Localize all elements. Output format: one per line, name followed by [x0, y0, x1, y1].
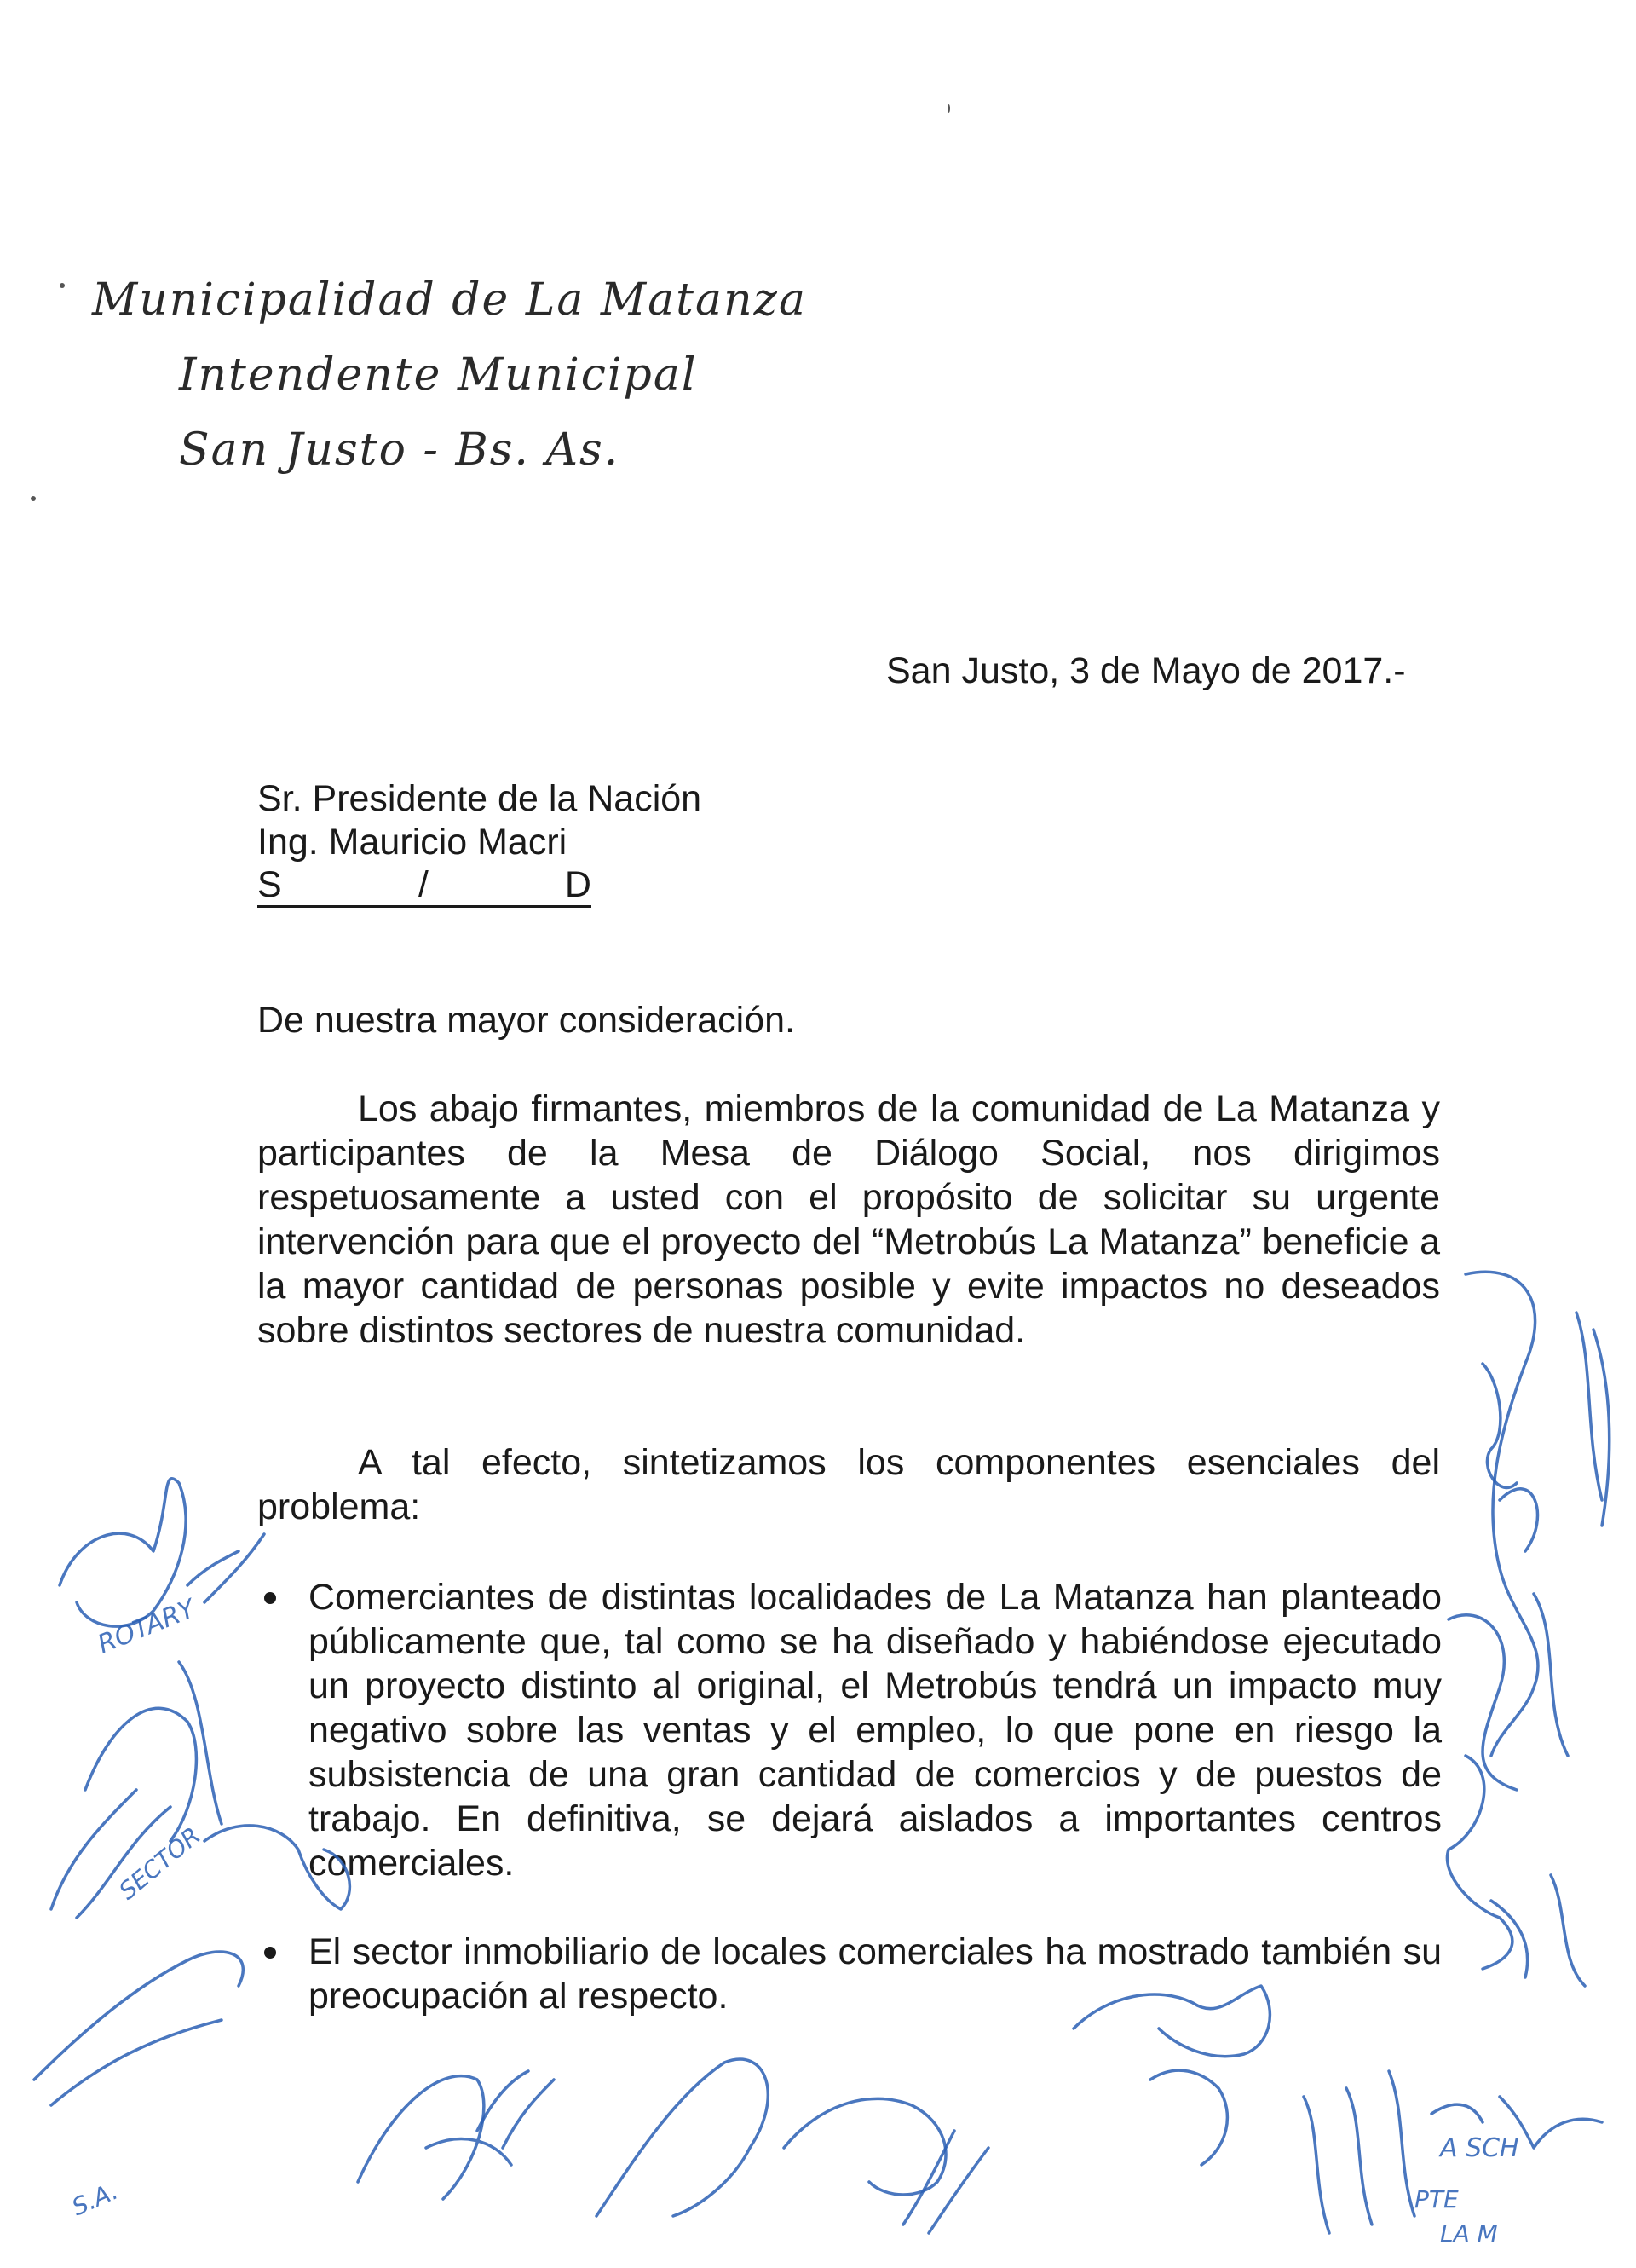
signature-left-1 — [60, 1479, 186, 1626]
list-item-text: El sector inmobiliario de locales comerciales ha mostrado también su preocupación al respecto. — [308, 1931, 1442, 2017]
signature-bottom-1 — [358, 2076, 511, 2199]
handwritten-annotation: SECTOR — [113, 1821, 206, 1906]
sd-left: S — [257, 864, 282, 905]
addressee-sd — [257, 864, 591, 908]
signature-right-4 — [1449, 1594, 1568, 1790]
paragraph-summary: A tal efecto, sintetizamos los componentes esenciales del problema: — [257, 1442, 1440, 1527]
addressee-name: Ing. Mauricio Macri — [257, 822, 567, 863]
handwritten-annotation: A SCH — [1440, 2133, 1519, 2163]
paragraph-request: Los abajo firmantes, miembros de la comunidad de La Matanza y participantes de la Mesa de Diálogo Social, nos dirigimos respetuosamente a usted con el propósito de solicitar su urgente intervención para que el proyecto del “Metrobús La Matanza” beneficie a la mayor cantidad de personas posible y evite impactos no deseados sobre distintos sectores de nuestra comunidad. — [257, 1088, 1440, 1351]
signature-right-6 — [1491, 1875, 1585, 1986]
problem-list — [308, 1575, 1442, 2063]
addressee-title: Sr. Presidente de la Nación — [257, 778, 702, 819]
signature-bottom-5 — [903, 2131, 988, 2233]
signature-bottom-3 — [596, 2059, 768, 2216]
letter-date: San Justo, 3 de Mayo de 2017.- — [886, 650, 1406, 691]
bullet-icon — [264, 1592, 276, 1604]
handwritten-annotation: S.A. — [67, 2176, 123, 2222]
signature-left-6 — [34, 1952, 243, 2105]
sd-mid: / — [418, 864, 429, 905]
scan-speck — [31, 496, 36, 501]
greeting: De nuestra mayor consideración. — [257, 1000, 795, 1041]
list-item — [308, 1930, 1442, 2018]
sd-right: D — [564, 864, 591, 905]
letterhead-location: San Justo - Bs. As. — [179, 424, 620, 476]
letterhead-municipality: Municipalidad de La Matanza — [92, 274, 807, 326]
signature-right-2 — [1483, 1364, 1537, 1551]
signature-bottom-2 — [477, 2071, 554, 2148]
signature-right-5 — [1447, 1756, 1512, 1969]
signature-bottom-9 — [1150, 2070, 1227, 2165]
signature-bottom-8 — [1432, 2097, 1602, 2148]
handwritten-annotation: PTE — [1414, 2185, 1459, 2213]
signature-bottom-7 — [1304, 2071, 1414, 2233]
signature-left-2 — [187, 1534, 264, 1602]
signature-left-3 — [85, 1662, 222, 1841]
signature-left-4 — [51, 1790, 170, 1918]
letterhead-office: Intendente Municipal — [179, 349, 698, 401]
handwritten-annotation: LA M — [1440, 2219, 1498, 2248]
signature-right-1 — [1466, 1272, 1538, 1756]
bullet-icon — [264, 1947, 276, 1959]
scan-speck — [60, 283, 65, 288]
signature-right-3 — [1576, 1313, 1610, 1526]
list-item-text: Comerciantes de distintas localidades de La Matanza han planteado públicamente que, tal como se ha diseñado y habiéndose ejecutado un proyecto distinto al original, el Metrobús tendrá un impacto muy negativo sobre las ventas y el empleo, lo que pone en riesgo la subsistencia de una gran cantidad de comercios y de puestos de trabajo. En definitiva, se dejará aislados a importantes centros comerciales. — [308, 1577, 1442, 1884]
scan-speck — [948, 104, 950, 113]
signature-bottom-4 — [784, 2098, 946, 2195]
handwritten-annotation: ROTARY — [93, 1594, 200, 1660]
list-item — [308, 1575, 1442, 1885]
